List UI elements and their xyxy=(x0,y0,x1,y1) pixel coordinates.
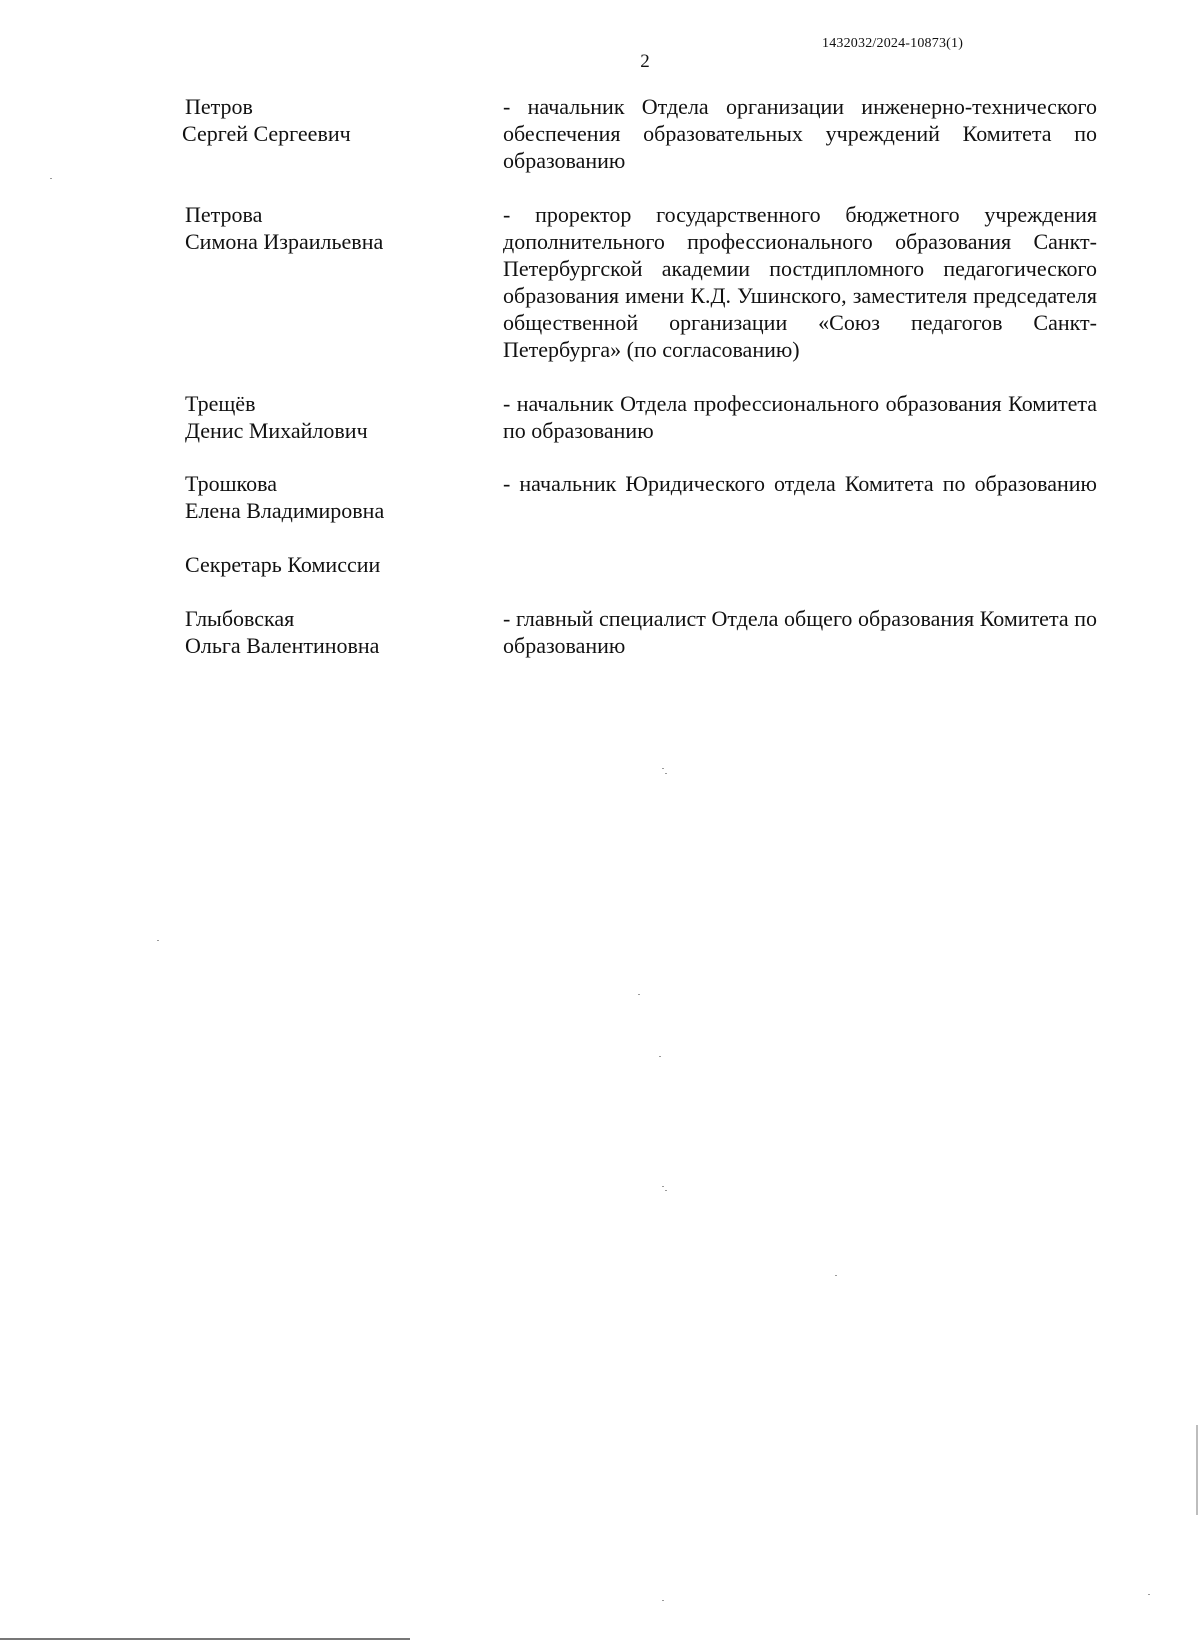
scan-edge-line xyxy=(0,1638,410,1640)
member-role: - начальник Отдела организации инженерно-технического обеспечения образовательных учреждений Комитета по образованию xyxy=(503,94,1097,173)
member-surname: Трещёв xyxy=(185,391,256,416)
scan-speck xyxy=(662,768,664,769)
member-given-names: Сергей Сергеевич xyxy=(182,121,351,146)
scan-speck xyxy=(662,1600,664,1601)
member-name xyxy=(185,470,485,524)
scan-speck xyxy=(1148,1594,1150,1595)
member-surname: Трошкова xyxy=(185,471,277,496)
scan-speck xyxy=(662,1186,664,1187)
secretary-name xyxy=(185,605,485,659)
member-given-names: Елена Владимировна xyxy=(185,498,385,523)
secretary-given-names: Ольга Валентиновна xyxy=(185,633,380,658)
member-given-names: Симона Израильевна xyxy=(185,229,384,254)
scan-speck xyxy=(835,1275,837,1276)
scan-speck xyxy=(665,1190,667,1191)
member-role: - начальник Юридического отдела Комитета по образованию xyxy=(503,471,1097,496)
member-name xyxy=(182,93,485,147)
member-role: - проректор государственного бюджетного учреждения дополнительного профессионального образования Санкт-Петербургской академии постдипломного педагогического образования имени К.Д. Ушинского, заместителя председателя общественной организации «Союз педагогов Санкт-Петербурга» (по согласованию) xyxy=(503,202,1097,362)
scan-speck xyxy=(157,940,159,941)
scan-speck xyxy=(50,178,52,179)
secretary-surname: Глыбовская xyxy=(185,606,295,631)
scan-speck xyxy=(665,773,667,774)
page-number: 2 xyxy=(640,51,650,72)
member-given-names: Денис Михайлович xyxy=(185,418,368,443)
document-registration-number: 1432032/2024-10873(1) xyxy=(822,36,964,51)
member-role: - начальник Отдела профессионального образования Комитета по образованию xyxy=(503,391,1097,443)
secretary-heading: Секретарь Комиссии xyxy=(185,552,381,577)
secretary-role: - главный специалист Отдела общего образования Комитета по образованию xyxy=(503,606,1097,658)
scan-speck xyxy=(659,1056,661,1057)
member-name xyxy=(185,201,485,255)
member-surname: Петров xyxy=(185,94,253,119)
member-name xyxy=(185,390,485,444)
member-surname: Петрова xyxy=(185,202,263,227)
scan-edge-mark xyxy=(1196,1425,1198,1515)
scan-speck xyxy=(638,994,640,995)
